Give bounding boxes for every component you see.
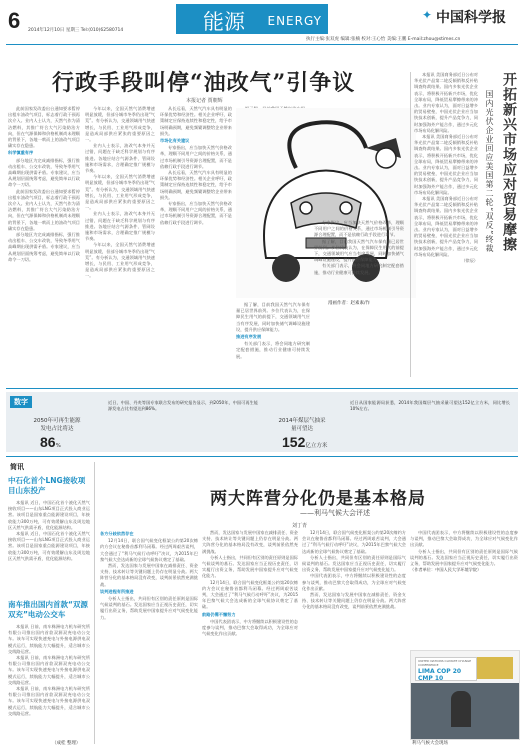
date-line: 2014年12月10日 星期三 Tel:(010)62580714: [28, 28, 124, 33]
section-title-en: ENERGY: [267, 14, 322, 28]
lead-headline: 行政手段叫停“油改气”引争议: [52, 70, 356, 96]
numbers-tag: 数字: [10, 396, 32, 408]
feature-byline: 刘丁青: [292, 523, 308, 529]
feature-column-2: 然而，发达国家与发展中国家在减排责任、资金支持、技术转让等关键问题上仍存在明显分歧。两大阵营分化的基本格局没有改变，谈判前景依然充满挑战。 分析人士指出，共同但有区别的责任原则是国际气候谈判的基石。发达国家应当正视历史责任，切实履行出资义务，帮助发展中国家提升应对气候变化能力。 12月14日，联合国气候变化框架公约第20次缔约方会议在秘鲁首都利马闭幕。经过两周艰苦谈判，大会通过了“利马气候行动呼吁”决议，为2015年巴黎气候大会达成新的全球气候协议奠定了基础。 前路仍需不懈努力 中国代表团表示，中方将继续以积极建设性的态度参与谈判，推动巴黎大会取得成功，为全球应对气候变化作出贡献。: [202, 530, 298, 637]
number-2-desc: 2014年煤层气抽采量可望达: [278, 418, 326, 432]
photo-banner-sub: UNITED NATIONS CLIMATE CHANGE CONFERENCE: [418, 659, 472, 667]
briefs-tag: 简讯: [10, 463, 24, 471]
logo-icon: ✦: [421, 8, 432, 22]
conference-photo: [410, 650, 520, 740]
number-2-figure: 152亿立方米: [282, 434, 328, 450]
brief-1-text: 本报讯 近日，中国石化首个液化天然气接收项目——山东LNG项目正式投入商业运营。该项目是国家重点能源建设项目，年接收能力300万吨，可有效缓解山东及周边地区天然气供需矛盾，优化能源结构。 本报讯 近日，中国石化首个液化天然气接收项目——山东LNG项目正式投入商业运营。该项目是国家重点能源建设项目，年接收能力300万吨，可有效缓解山东及周边地区天然气供需矛盾，优化能源结构。: [8, 500, 90, 561]
number-2-text: 近日从国家能源局获悉，2014年我国煤层气抽采量可望达152亿立方米，同比增长10%左右。: [350, 400, 510, 412]
page-number: 6: [8, 8, 21, 33]
feature-headline: 两大阵营分化仍是基本格局: [210, 489, 426, 509]
photo-caption: 利马气候大会现场: [412, 741, 448, 746]
number-1-text: 近日，中国、丹麦等国专家联合发布的研究报告显示，到2050年，中国可再生能源发电占比有望达到86%。: [108, 400, 258, 412]
feature-column-4: 中国代表团表示，中方将继续以积极建设性的态度参与谈判，推动巴黎大会取得成功，为全球应对气候变化作出贡献。 分析人士指出，共同但有区别的责任原则是国际气候谈判的基石。发达国家应当正视历史责任，切实履行出资义务，帮助发展中国家提升应对气候变化能力。 （作者单位：中国人民大学环境学院）: [410, 530, 518, 573]
lead-column-6: 专家指出，应当加快天然气价格改革，理顺不同用户之间的价格关系，通过市场机制引导资源合理配置，而不是依赖行政手段进行调节。 据了解，目前我国天然气汽车保有量已居世界前列。多位代表认为，在保障民生用气的前提下，交通领域用气应当有序发展，同时加快储气调峰设施建设，提升供应保障能力。 有关部门表示，将会同地方研究制定配套措施，推动行业健康可持续发展。: [314, 220, 404, 275]
lead-column-5: 据了解，目前我国天然气汽车保有量已居世界前列。多位代表认为，在保障民生用气的前提下，交通领域用气应当有序发展，同时加快储气调峰设施建设，提升供应保障能力。 推进有序发展 有关部门表示，将会同地方研究制定配套措施，推动行业健康可持续发展。: [236, 302, 310, 359]
staff-line: 执行主编:张双虎 编辑:张楠 校对:王心怡 美编:王鹏 E-mail:zhou@stimes.cn: [306, 37, 461, 42]
numbers-rule: [6, 388, 518, 389]
briefs-divider: [94, 462, 95, 744]
side-divider: [410, 72, 411, 377]
briefs-rule: [6, 456, 518, 457]
feature-column-1: 各方分歧依然存在 12月14日，联合国气候变化框架公约第20次缔约方会议在秘鲁首都利马闭幕。经过两周艰苦谈判，大会通过了“利马气候行动呼吁”决议，为2015年巴黎气候大会达成新的全球气候协议奠定了基础。 然而，发达国家与发展中国家在减排责任、资金支持、技术转让等关键问题上仍存在明显分歧。两大阵营分化的基本格局没有改变，谈判前景依然充满挑战。 谈判进程有所推进 分析人士指出，共同但有区别的责任原则是国际气候谈判的基石。发达国家应当正视历史责任，切实履行出资义务，帮助发展中国家提升应对气候变化能力。: [100, 531, 198, 620]
section-banner: [176, 4, 328, 34]
header-rule: [6, 44, 518, 45]
feature-subhead: ——利马气候大会评述: [300, 509, 370, 517]
number-1-desc: 2050年可再生能源发电占比将达: [33, 418, 81, 432]
photo-banner: LIMA COP 20 CMP 10: [418, 668, 462, 682]
feature-column-3: 12月14日，联合国气候变化框架公约第20次缔约方会议在秘鲁首都利马闭幕。经过两周艰苦谈判，大会通过了“利马气候行动呼吁”决议，为2015年巴黎气候大会达成新的全球气候协议奠定了基础。 分析人士指出，共同但有区别的责任原则是国际气候谈判的基石。发达国家应当正视历史责任，切实履行出资义务，帮助发展中国家提升应对气候变化能力。 中国代表团表示，中方将继续以积极建设性的态度参与谈判，推动巴黎大会取得成功，为全球应对气候变化作出贡献。 然而，发达国家与发展中国家在减排责任、资金支持、技术转让等关键问题上仍存在明显分歧。两大阵营分化的基本格局没有改变，谈判前景依然充满挑战。: [302, 530, 406, 610]
cartoon-caption: 漫画作者：赵素素/作: [328, 301, 371, 306]
briefs-credit: （成桂 整理）: [52, 741, 81, 746]
side-vertical-title: 开拓新兴市场应对贸易摩擦: [501, 72, 517, 252]
brief-2-title: 南车推出国内首款“双源双充”电动公交车: [8, 600, 88, 619]
brief-2-text: 本报讯 日前，南车株洲电力机车研究所有限公司推出国内首款双源双充电动公交车。该车可实现快速充电与外接电源供电双模式运行，续航能力大幅提升，适合城市公交线路运营。 本报讯 日前，南车株洲电力机车研究所有限公司推出国内首款双源双充电动公交车。该车可实现快速充电与外接电源供电双模式运行，续航能力大幅提升，适合城市公交线路运营。 本报讯 日前，南车株洲电力机车研究所有限公司推出国内首款双源双充电动公交车。该车可实现快速充电与外接电源供电双模式运行，续航能力大幅提升，适合城市公交线路运营。: [8, 624, 90, 716]
side-story-text: 本报讯 美国商务部近日公布对华光伏产品第二轮反倾销和反补贴调查终裁结果。国内多家光伏企业表示，将积极开拓新兴市场，优化全球布局，降低贸易摩擦带来的冲击。业内专家认为，面对日益增多的贸易壁垒，中国光伏企业应当加快技术创新，提升产品竞争力，同时加强海外产能合作，通过多元化市场布局化解风险。 本报讯 美国商务部近日公布对华光伏产品第二轮反倾销和反补贴调查终裁结果。国内多家光伏企业表示，将积极开拓新兴市场，优化全球布局，降低贸易摩擦带来的冲击。业内专家认为，面对日益增多的贸易壁垒，中国光伏企业应当加快技术创新，提升产品竞争力，同时加强海外产能合作，通过多元化市场布局化解风险。 本报讯 美国商务部近日公布对华光伏产品第二轮反倾销和反补贴调查终裁结果。国内多家光伏企业表示，将积极开拓新兴市场，优化全球布局，降低贸易摩擦带来的冲击。业内专家认为，面对日益增多的贸易壁垒，中国光伏企业应当加快技术创新，提升产品竞争力，同时加强海外产能合作，通过多元化市场布局化解风险。 （徐辰）: [414, 72, 478, 264]
lead-column-3: 从长远看，天然气汽车具有明显的环保优势和经济性。相关企业呼吁，政策制定应保持连续性和稳定性，给予市场明确预期，避免频繁调整给企业带来损失。 市场化有关建议 专家指出，应当加快天然气价格改革，理顺不同用户之间的价格关系，通过市场机制引导资源合理配置，而不是依赖行政手段进行调节。 从长远看，天然气汽车具有明显的环保优势和经济性。相关企业呼吁，政策制定应保持连续性和稳定性，给予市场明确预期，避免频繁调整给企业带来损失。 专家指出，应当加快天然气价格改革，理顺不同用户之间的价格关系，通过市场机制引导资源合理配置，而不是依赖行政手段进行调节。: [160, 106, 232, 225]
paper-name: 中国科学报: [436, 10, 506, 26]
number-1-figure: 86%: [40, 434, 61, 450]
section-title: 能源: [203, 10, 245, 34]
lead-byline: 本报记者 贾朝辉: [186, 98, 223, 104]
side-vertical-subtitle: 国内光伏企业回应美国第二轮“双反”终裁: [485, 90, 494, 254]
lead-column-1: 此前国家发改委出台通知要求暂停出租车油改气项目，标志着行政干预再次介入。业内人士认为，天然气作为清洁燃料，其推广符合大气污染防治方向，但在气源保障和价格机制尚未理顺的背景下，各地一哄而上的油改气项目确实存在隐患。 科学慎重有序 部分地区为完成减排指标，强行推动出租车、公交车改装，导致冬季用气高峰期出现供需矛盾。专家建议，应当从规划层面统筹考虑，避免简单以行政命令一刀切。 此前国家发改委出台通知要求暂停出租车油改气项目，标志着行政干预再次介入。业内人士认为，天然气作为清洁燃料，其推广符合大气污染防治方向，但在气源保障和价格机制尚未理顺的背景下，各地一哄而上的油改气项目确实存在隐患。 部分地区为完成减排指标，强行推动出租车、公交车改装，导致冬季用气高峰期出现供需矛盾。专家建议，应当从规划层面统筹考虑，避免简单以行政命令一刀切。: [8, 106, 80, 262]
lead-column-2: 今年以来，全国天然气消费增速明显放缓，但部分城市冬季仍出现“气荒”。有分析认为，交通领域用气快速增长，与民用、工业用气形成竞争，是造成局部供应紧张的重要原因之一。 业内人士表示，油改气本身并无过错，问题在于缺乏科学规划与有序推进。各地应结合气源条件、管网设施和市场需求，合理确定推广规模与节奏。 今年以来，全国天然气消费增速明显放缓，但部分城市冬季仍出现“气荒”。有分析认为，交通领域用气快速增长，与民用、工业用气形成竞争，是造成局部供应紧张的重要原因之一。 业内人士表示，油改气本身并无过错，问题在于缺乏科学规划与有序推进。各地应结合气源条件、管网设施和市场需求，合理确定推广规模与节奏。 今年以来，全国天然气消费增速明显放缓，但部分城市冬季仍出现“气荒”。有分析认为，交通领域用气快速增长，与民用、工业用气形成竞争，是造成局部供应紧张的重要原因之一。: [85, 106, 155, 279]
brief-1-title: 中石化首个LNG接收项目山东投产: [8, 476, 86, 495]
